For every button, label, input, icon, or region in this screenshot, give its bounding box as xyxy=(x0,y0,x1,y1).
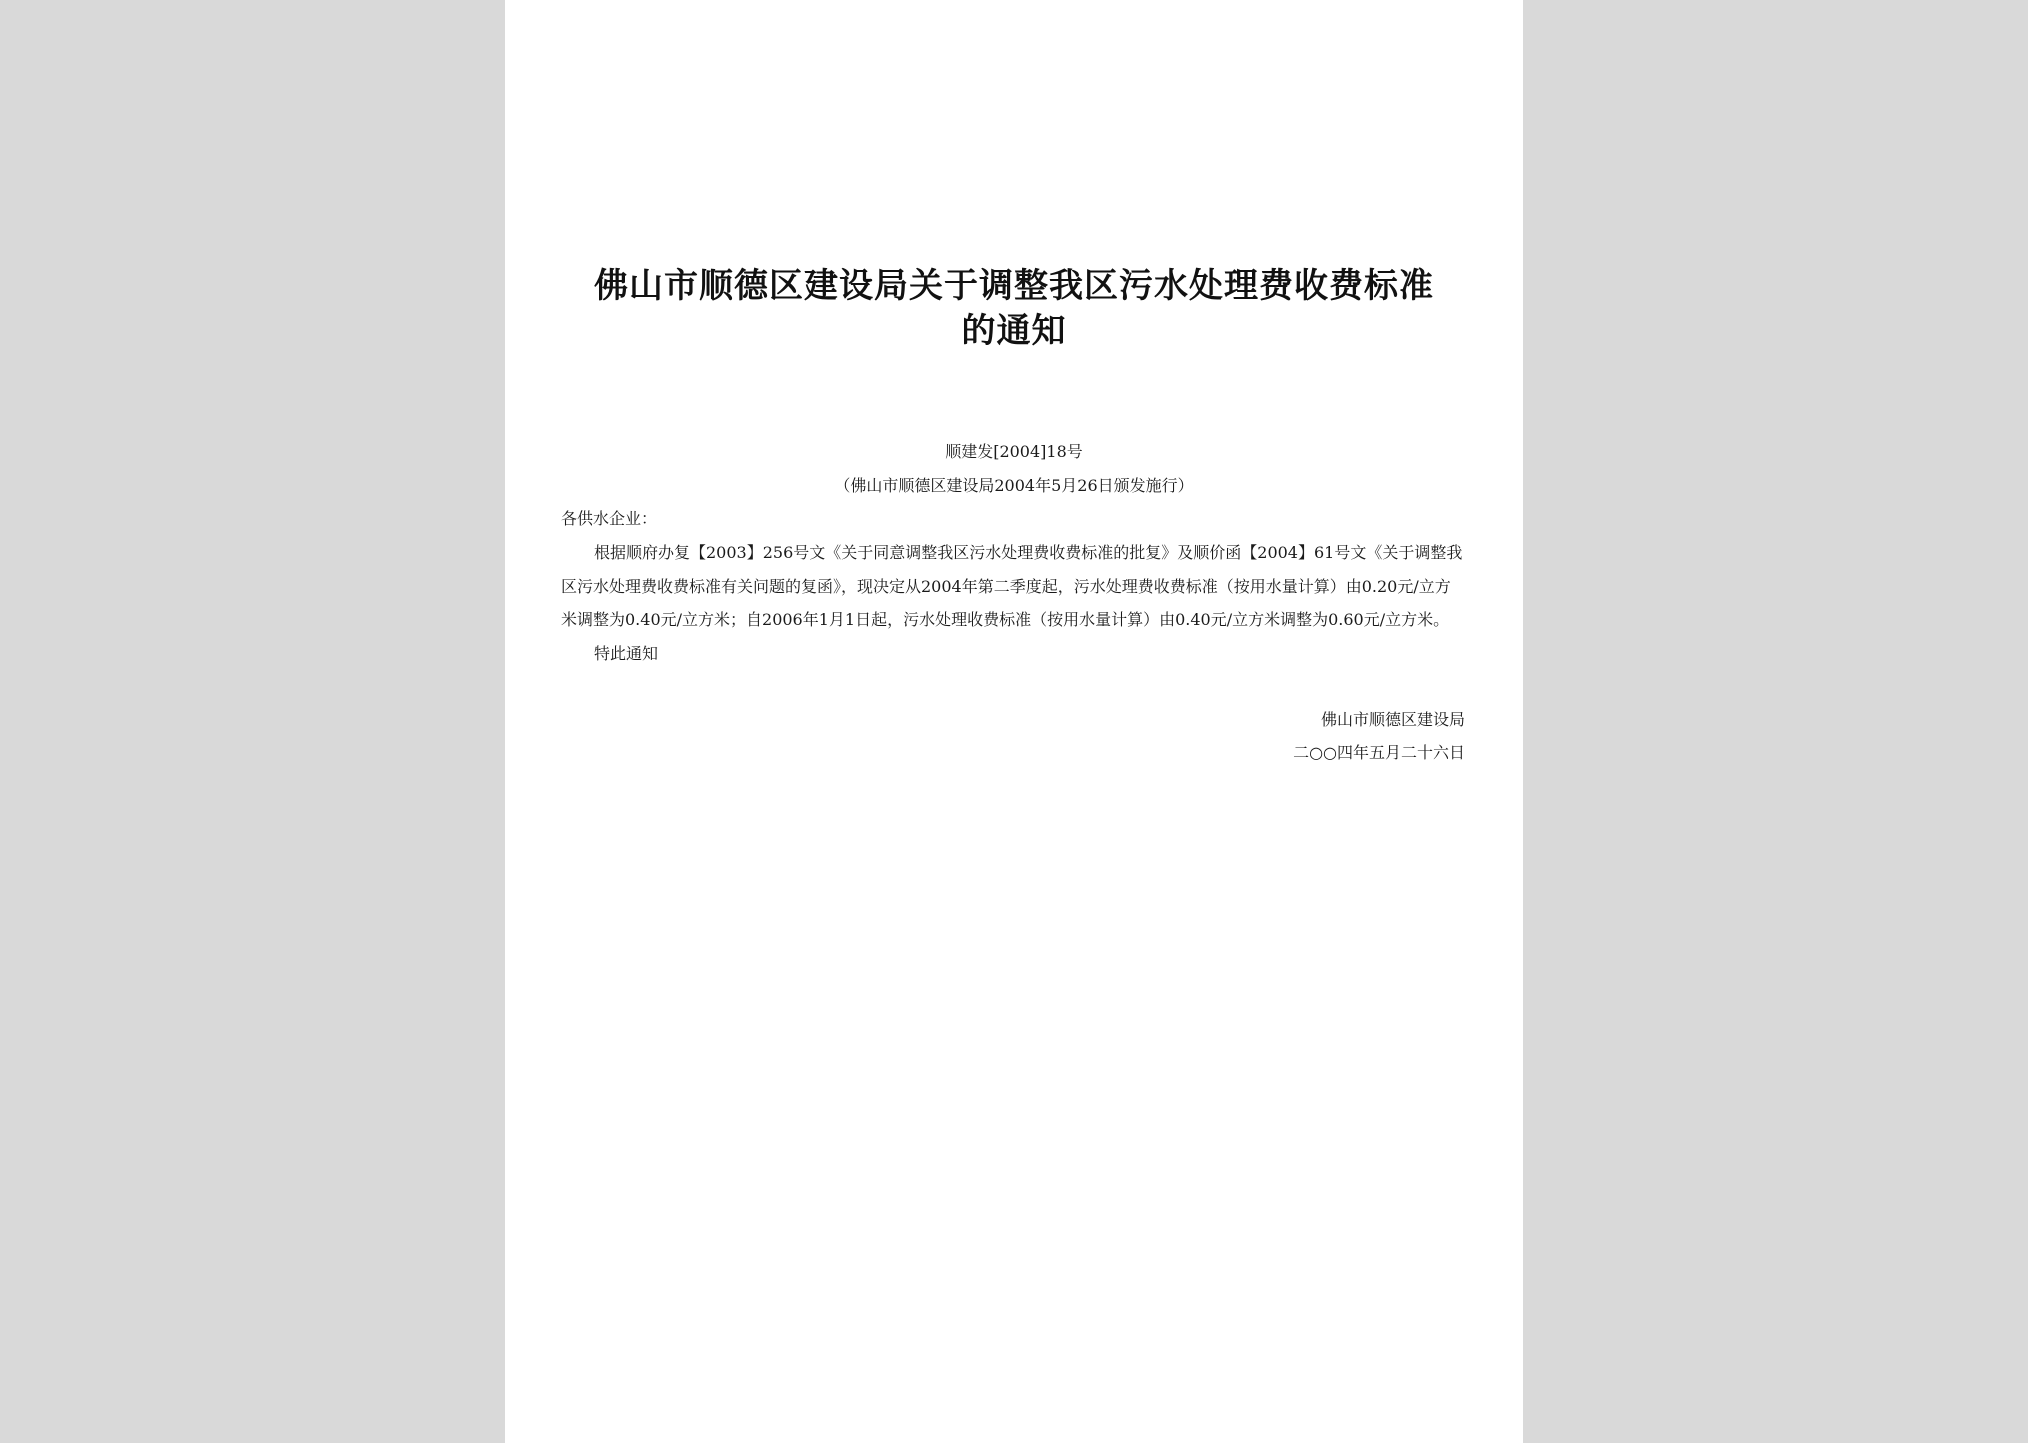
document-title-line-2: 的通知 xyxy=(961,311,1067,351)
closing-phrase: 特此通知 xyxy=(594,644,659,663)
signer: 佛山市顺德区建设局 xyxy=(1320,710,1465,729)
document-page xyxy=(505,0,1523,1443)
document-title-line-1: 佛山市顺德区建设局关于调整我区污水处理费收费标准 xyxy=(594,266,1434,306)
body-line-3: 米调整为0.40元/立方米；自2006年1月1日起，污水处理收费标准（按用水量计算）由0.40元/立方米调整为0.60元/立方米。 xyxy=(561,610,1450,629)
body-line-1: 根据顺府办复【2003】256号文《关于同意调整我区污水处理费收费标准的批复》及顺价函【2004】61号文《关于调整我 xyxy=(594,543,1463,562)
document-number: 顺建发[2004]18号 xyxy=(945,442,1083,461)
issued-note: （佛山市顺德区建设局2004年5月26日颁发施行） xyxy=(834,476,1194,495)
salutation: 各供水企业： xyxy=(561,509,658,528)
body-line-2: 区污水处理费收费标准有关问题的复函》，现决定从2004年第二季度起，污水处理费收费标准（按用水量计算）由0.20元/立方 xyxy=(561,577,1451,596)
signature-date: 二○○四年五月二十六日 xyxy=(1293,743,1465,762)
